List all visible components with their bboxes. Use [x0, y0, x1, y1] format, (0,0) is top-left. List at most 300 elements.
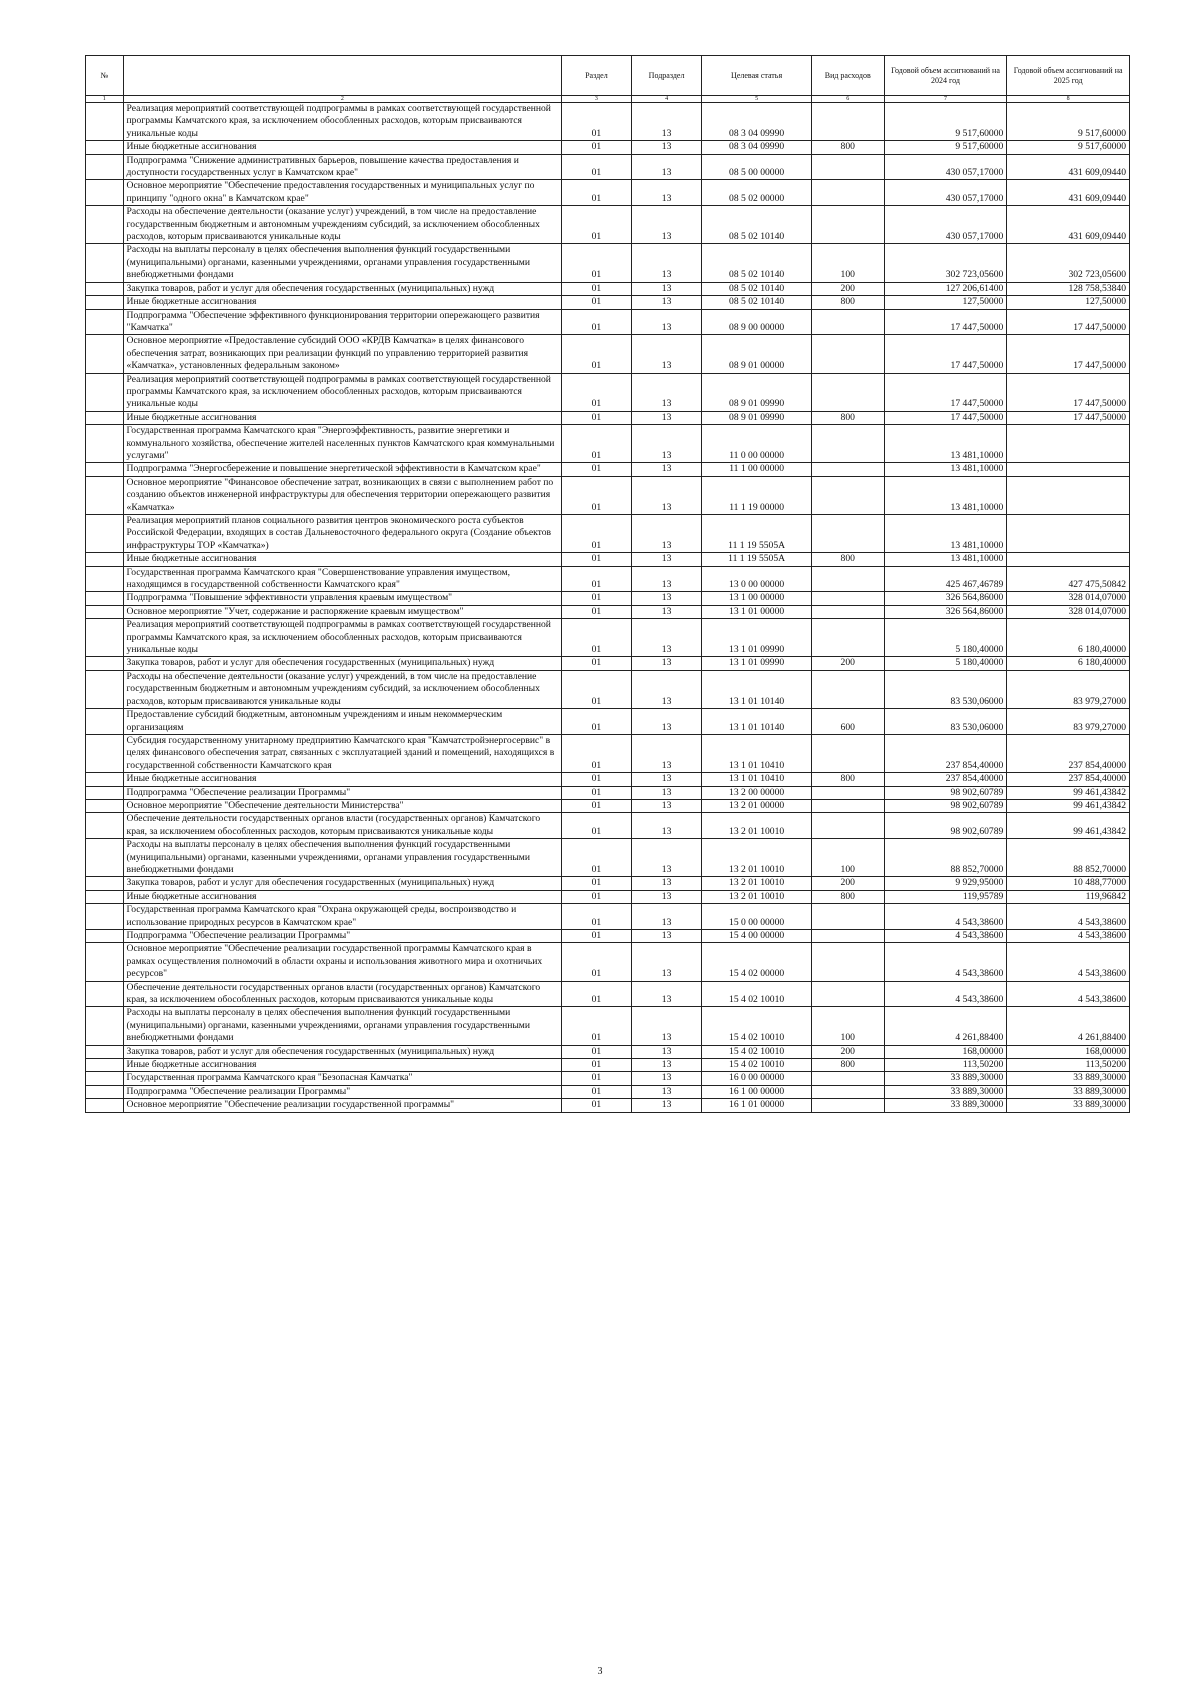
- header-vid-raskhodov: Вид расходов: [811, 56, 884, 96]
- header-number: №: [86, 56, 124, 96]
- cell-razdel: 01: [562, 425, 632, 463]
- cell-number: [86, 786, 124, 799]
- cell-tselevaya-statya: 15 4 02 10010: [702, 1059, 811, 1072]
- cell-vid-raskhodov: [811, 476, 884, 514]
- table-row: [86, 813, 1130, 839]
- cell-amount-2025: [1007, 515, 1130, 553]
- cell-amount-2025: 17 447,50000: [1007, 309, 1130, 335]
- cell-name: Основное мероприятие "Обеспечение реализации государственной программы": [123, 1099, 562, 1112]
- cell-amount-2025: 83 979,27000: [1007, 670, 1130, 708]
- cell-name: Реализация мероприятий планов социального развития центров экономического роста субъектов Российской Федерации, входящих в состав Дальневосточного федерального округа (Создание объектов инфраструктуры ТОР «Камчатка»): [123, 515, 562, 553]
- cell-amount-2025: 17 447,50000: [1007, 411, 1130, 424]
- table-row: [86, 605, 1130, 618]
- table-row: [86, 773, 1130, 786]
- cell-name: Государственная программа Камчатского края "Охрана окружающей среды, воспроизводство и использование природных ресурсов в Камчатском крае": [123, 904, 562, 930]
- cell-amount-2025: [1007, 425, 1130, 463]
- cell-amount-2024: 127,50000: [884, 296, 1007, 309]
- table-row: [86, 670, 1130, 708]
- cell-amount-2025: 4 543,38600: [1007, 981, 1130, 1007]
- cell-amount-2025: 88 852,70000: [1007, 839, 1130, 877]
- cell-tselevaya-statya: 08 5 02 10140: [702, 296, 811, 309]
- cell-vid-raskhodov: 800: [811, 773, 884, 786]
- cell-name: Иные бюджетные ассигнования: [123, 890, 562, 903]
- cell-podrazdel: 13: [631, 1099, 702, 1112]
- cell-podrazdel: 13: [631, 877, 702, 890]
- cell-name: Иные бюджетные ассигнования: [123, 773, 562, 786]
- cell-tselevaya-statya: 15 4 02 10010: [702, 1007, 811, 1045]
- cell-razdel: 01: [562, 1072, 632, 1085]
- cell-amount-2024: 326 564,86000: [884, 605, 1007, 618]
- cell-number: [86, 657, 124, 670]
- cell-tselevaya-statya: 08 3 04 09990: [702, 103, 811, 141]
- cell-vid-raskhodov: [811, 1072, 884, 1085]
- cell-podrazdel: 13: [631, 206, 702, 244]
- cell-vid-raskhodov: 200: [811, 657, 884, 670]
- table-row: [86, 553, 1130, 566]
- cell-name: Обеспечение деятельности государственных органов власти (государственных органов) Камчатского края, за исключением обособленных расходов, которым присваиваются уникальные коды: [123, 813, 562, 839]
- cell-razdel: 01: [562, 605, 632, 618]
- cell-amount-2024: 13 481,10000: [884, 476, 1007, 514]
- cell-amount-2025: 427 475,50842: [1007, 566, 1130, 592]
- cell-amount-2025: 128 758,53840: [1007, 282, 1130, 295]
- cell-tselevaya-statya: 08 9 00 00000: [702, 309, 811, 335]
- cell-tselevaya-statya: 13 1 00 00000: [702, 592, 811, 605]
- cell-razdel: 01: [562, 930, 632, 943]
- table-row: [86, 890, 1130, 903]
- cell-number: [86, 425, 124, 463]
- cell-amount-2025: [1007, 553, 1130, 566]
- cell-vid-raskhodov: [811, 734, 884, 772]
- cell-amount-2025: 6 180,40000: [1007, 657, 1130, 670]
- cell-amount-2024: 119,95789: [884, 890, 1007, 903]
- table-row: [86, 309, 1130, 335]
- cell-number: [86, 553, 124, 566]
- cell-razdel: 01: [562, 786, 632, 799]
- cell-amount-2025: 10 488,77000: [1007, 877, 1130, 890]
- table-row: [86, 799, 1130, 812]
- table-row: [86, 930, 1130, 943]
- cell-amount-2024: 33 889,30000: [884, 1072, 1007, 1085]
- cell-amount-2024: 17 447,50000: [884, 309, 1007, 335]
- cell-razdel: 01: [562, 1007, 632, 1045]
- cell-podrazdel: 13: [631, 709, 702, 735]
- cell-number: [86, 943, 124, 981]
- cell-tselevaya-statya: 13 1 01 10410: [702, 773, 811, 786]
- cell-tselevaya-statya: 08 9 01 09990: [702, 373, 811, 411]
- table-row: [86, 463, 1130, 476]
- cell-amount-2025: 127,50000: [1007, 296, 1130, 309]
- cell-razdel: 01: [562, 553, 632, 566]
- cell-podrazdel: 13: [631, 904, 702, 930]
- cell-amount-2024: 9 929,95000: [884, 877, 1007, 890]
- cell-number: [86, 619, 124, 657]
- cell-razdel: 01: [562, 141, 632, 154]
- table-row: [86, 1045, 1130, 1058]
- cell-number: [86, 799, 124, 812]
- cell-podrazdel: 13: [631, 141, 702, 154]
- table-row: [86, 943, 1130, 981]
- cell-amount-2024: 17 447,50000: [884, 411, 1007, 424]
- cell-tselevaya-statya: 13 2 00 00000: [702, 786, 811, 799]
- cell-amount-2024: 13 481,10000: [884, 463, 1007, 476]
- cell-amount-2024: 83 530,06000: [884, 709, 1007, 735]
- cell-vid-raskhodov: [811, 206, 884, 244]
- cell-amount-2024: 430 057,17000: [884, 206, 1007, 244]
- cell-amount-2024: 98 902,60789: [884, 813, 1007, 839]
- cell-number: [86, 981, 124, 1007]
- cell-tselevaya-statya: 13 1 01 10140: [702, 709, 811, 735]
- cell-vid-raskhodov: 200: [811, 282, 884, 295]
- cell-tselevaya-statya: 13 2 01 10010: [702, 839, 811, 877]
- cell-razdel: 01: [562, 373, 632, 411]
- cell-number: [86, 141, 124, 154]
- cell-razdel: 01: [562, 877, 632, 890]
- cell-podrazdel: 13: [631, 670, 702, 708]
- cell-razdel: 01: [562, 180, 632, 206]
- table-row: [86, 709, 1130, 735]
- cell-razdel: 01: [562, 335, 632, 373]
- cell-podrazdel: 13: [631, 476, 702, 514]
- cell-amount-2025: 328 014,07000: [1007, 592, 1130, 605]
- cell-number: [86, 154, 124, 180]
- cell-name: Основное мероприятие "Учет, содержание и распоряжение краевым имуществом": [123, 605, 562, 618]
- cell-tselevaya-statya: 08 5 02 00000: [702, 180, 811, 206]
- cell-number: [86, 463, 124, 476]
- table-row: [86, 981, 1130, 1007]
- cell-tselevaya-statya: 08 5 02 10140: [702, 244, 811, 282]
- cell-vid-raskhodov: 200: [811, 1045, 884, 1058]
- cell-tselevaya-statya: 11 1 19 5505А: [702, 553, 811, 566]
- cell-amount-2025: 99 461,43842: [1007, 786, 1130, 799]
- cell-vid-raskhodov: [811, 904, 884, 930]
- table-row: [86, 515, 1130, 553]
- cell-tselevaya-statya: 13 2 01 10010: [702, 813, 811, 839]
- cell-number: [86, 709, 124, 735]
- cell-podrazdel: 13: [631, 411, 702, 424]
- cell-podrazdel: 13: [631, 813, 702, 839]
- cell-vid-raskhodov: [811, 309, 884, 335]
- header-name: [123, 56, 562, 96]
- cell-vid-raskhodov: [811, 154, 884, 180]
- cell-podrazdel: 13: [631, 1085, 702, 1098]
- table-row: [86, 904, 1130, 930]
- cell-amount-2024: 430 057,17000: [884, 180, 1007, 206]
- cell-tselevaya-statya: 13 1 01 10140: [702, 670, 811, 708]
- cell-amount-2024: 98 902,60789: [884, 799, 1007, 812]
- cell-name: Подпрограмма "Снижение административных барьеров, повышение качества предоставления и доступности государственных услуг в Камчатском крае": [123, 154, 562, 180]
- table-row: [86, 425, 1130, 463]
- cell-podrazdel: 13: [631, 296, 702, 309]
- cell-vid-raskhodov: [811, 1085, 884, 1098]
- cell-razdel: 01: [562, 296, 632, 309]
- cell-amount-2025: 4 261,88400: [1007, 1007, 1130, 1045]
- cell-number: [86, 1072, 124, 1085]
- cell-name: Реализация мероприятий соответствующей подпрограммы в рамках соответствующей государственной программы Камчатского края, за исключением обособленных расходов, которым присваиваются уникальные коды: [123, 103, 562, 141]
- table-row: [86, 411, 1130, 424]
- cell-tselevaya-statya: 13 1 01 00000: [702, 605, 811, 618]
- cell-tselevaya-statya: 13 1 01 10410: [702, 734, 811, 772]
- cell-amount-2025: 17 447,50000: [1007, 335, 1130, 373]
- cell-tselevaya-statya: 13 1 01 09990: [702, 619, 811, 657]
- cell-tselevaya-statya: 13 2 01 00000: [702, 799, 811, 812]
- cell-name: Государственная программа Камчатского края "Совершенствование управления имуществом, находящимся в государственной собственности Камчатского края": [123, 566, 562, 592]
- cell-tselevaya-statya: 13 2 01 10010: [702, 890, 811, 903]
- cell-tselevaya-statya: 08 3 04 09990: [702, 141, 811, 154]
- cell-name: Основное мероприятие "Обеспечение предоставления государственных и муниципальных услуг по принципу "одного окна" в Камчатском крае": [123, 180, 562, 206]
- cell-name: Закупка товаров, работ и услуг для обеспечения государственных (муниципальных) нужд: [123, 1045, 562, 1058]
- cell-amount-2024: 33 889,30000: [884, 1099, 1007, 1112]
- cell-podrazdel: 13: [631, 1045, 702, 1058]
- cell-vid-raskhodov: [811, 930, 884, 943]
- cell-vid-raskhodov: 800: [811, 1059, 884, 1072]
- cell-vid-raskhodov: [811, 335, 884, 373]
- cell-vid-raskhodov: [811, 373, 884, 411]
- cell-amount-2025: 113,50200: [1007, 1059, 1130, 1072]
- cell-number: [86, 1059, 124, 1072]
- cell-amount-2024: 13 481,10000: [884, 553, 1007, 566]
- cell-number: [86, 180, 124, 206]
- appropriations-table: [85, 55, 1130, 1113]
- cell-razdel: 01: [562, 206, 632, 244]
- cell-razdel: 01: [562, 154, 632, 180]
- cell-number: [86, 244, 124, 282]
- cell-name: Подпрограмма "Повышение эффективности управления краевым имуществом": [123, 592, 562, 605]
- cell-podrazdel: 13: [631, 309, 702, 335]
- table-row: [86, 1072, 1130, 1085]
- cell-podrazdel: 13: [631, 373, 702, 411]
- table-row: [86, 296, 1130, 309]
- cell-tselevaya-statya: 08 9 01 09990: [702, 411, 811, 424]
- cell-amount-2024: 17 447,50000: [884, 335, 1007, 373]
- column-number: 7: [884, 96, 1007, 103]
- cell-vid-raskhodov: 100: [811, 839, 884, 877]
- table-row: [86, 206, 1130, 244]
- cell-podrazdel: 13: [631, 103, 702, 141]
- cell-vid-raskhodov: [811, 813, 884, 839]
- cell-razdel: 01: [562, 734, 632, 772]
- cell-name: Реализация мероприятий соответствующей подпрограммы в рамках соответствующей государственной программы Камчатского края, за исключением обособленных расходов, которым присваиваются уникальные коды: [123, 373, 562, 411]
- table-row: [86, 877, 1130, 890]
- cell-amount-2025: 33 889,30000: [1007, 1085, 1130, 1098]
- table-row: [86, 244, 1130, 282]
- cell-vid-raskhodov: 800: [811, 553, 884, 566]
- cell-podrazdel: 13: [631, 154, 702, 180]
- cell-amount-2025: 17 447,50000: [1007, 373, 1130, 411]
- cell-podrazdel: 13: [631, 335, 702, 373]
- table-row: [86, 734, 1130, 772]
- table-row: [86, 180, 1130, 206]
- cell-podrazdel: 13: [631, 943, 702, 981]
- cell-podrazdel: 13: [631, 1007, 702, 1045]
- cell-amount-2024: 168,00000: [884, 1045, 1007, 1058]
- table-row: [86, 141, 1130, 154]
- cell-tselevaya-statya: 15 0 00 00000: [702, 904, 811, 930]
- table-row: [86, 1007, 1130, 1045]
- cell-razdel: 01: [562, 244, 632, 282]
- cell-amount-2024: 5 180,40000: [884, 657, 1007, 670]
- cell-tselevaya-statya: 08 5 02 10140: [702, 206, 811, 244]
- cell-tselevaya-statya: 11 1 00 00000: [702, 463, 811, 476]
- header-amount-2025: Годовой объем ассигнований на 2025 год: [1007, 56, 1130, 96]
- cell-number: [86, 411, 124, 424]
- cell-razdel: 01: [562, 943, 632, 981]
- cell-number: [86, 1007, 124, 1045]
- cell-razdel: 01: [562, 657, 632, 670]
- cell-podrazdel: 13: [631, 553, 702, 566]
- cell-amount-2024: 98 902,60789: [884, 786, 1007, 799]
- cell-amount-2024: 4 543,38600: [884, 904, 1007, 930]
- cell-amount-2024: 302 723,05600: [884, 244, 1007, 282]
- cell-amount-2025: 99 461,43842: [1007, 799, 1130, 812]
- column-number: 8: [1007, 96, 1130, 103]
- header-podrazdel: Подраздел: [631, 56, 702, 96]
- cell-amount-2025: 431 609,09440: [1007, 206, 1130, 244]
- cell-amount-2024: 4 543,38600: [884, 981, 1007, 1007]
- header-row: [86, 56, 1130, 96]
- cell-tselevaya-statya: 08 5 02 10140: [702, 282, 811, 295]
- column-number: 6: [811, 96, 884, 103]
- cell-name: Государственная программа Камчатского края "Энергоэффективность, развитие энергетики и коммунального хозяйства, обеспечение жителей населенных пунктов Камчатского края коммунальными услугами": [123, 425, 562, 463]
- table-row: [86, 154, 1130, 180]
- cell-razdel: 01: [562, 411, 632, 424]
- table-row: [86, 566, 1130, 592]
- cell-razdel: 01: [562, 1099, 632, 1112]
- cell-amount-2024: 237 854,40000: [884, 773, 1007, 786]
- cell-amount-2024: 13 481,10000: [884, 425, 1007, 463]
- cell-name: Иные бюджетные ассигнования: [123, 296, 562, 309]
- cell-number: [86, 839, 124, 877]
- table-row: [86, 282, 1130, 295]
- cell-tselevaya-statya: 13 2 01 10010: [702, 877, 811, 890]
- cell-podrazdel: 13: [631, 592, 702, 605]
- cell-amount-2025: 431 609,09440: [1007, 154, 1130, 180]
- cell-razdel: 01: [562, 904, 632, 930]
- cell-amount-2025: 302 723,05600: [1007, 244, 1130, 282]
- table-row: [86, 335, 1130, 373]
- column-number: 2: [123, 96, 562, 103]
- cell-amount-2024: 127 206,61400: [884, 282, 1007, 295]
- cell-vid-raskhodov: [811, 619, 884, 657]
- cell-podrazdel: 13: [631, 786, 702, 799]
- cell-amount-2024: 4 261,88400: [884, 1007, 1007, 1045]
- cell-name: Расходы на выплаты персоналу в целях обеспечения выполнения функций государственными (муниципальными) органами, казенными учреждениями, органами управления государственными внебюджетными фондами: [123, 244, 562, 282]
- cell-name: Расходы на выплаты персоналу в целях обеспечения выполнения функций государственными (муниципальными) органами, казенными учреждениями, органами управления государственными внебюджетными фондами: [123, 839, 562, 877]
- cell-name: Расходы на обеспечение деятельности (оказание услуг) учреждений, в том числе на предоставление государственным бюджетным и автономным учреждениям субсидий, за исключением обособленных расходов, которым присваиваются уникальные коды: [123, 206, 562, 244]
- cell-name: Предоставление субсидий бюджетным, автономным учреждениям и иным некоммерческим организациям: [123, 709, 562, 735]
- cell-amount-2024: 237 854,40000: [884, 734, 1007, 772]
- cell-razdel: 01: [562, 1045, 632, 1058]
- cell-podrazdel: 13: [631, 930, 702, 943]
- header-tselevaya-statya: Целевая статья: [702, 56, 811, 96]
- cell-name: Расходы на выплаты персоналу в целях обеспечения выполнения функций государственными (муниципальными) органами, казенными учреждениями, органами управления государственными внебюджетными фондами: [123, 1007, 562, 1045]
- cell-razdel: 01: [562, 309, 632, 335]
- cell-name: Обеспечение деятельности государственных органов власти (государственных органов) Камчатского края, за исключением обособленных расходов, которым присваиваются уникальные коды: [123, 981, 562, 1007]
- cell-name: Субсидия государственному унитарному предприятию Камчатского края "Камчатстройэнергосервис" в целях финансового обеспечения затрат, связанных с эксплуатацией зданий и помещений, находящихся в государственной собственности Камчатского края: [123, 734, 562, 772]
- cell-amount-2025: 99 461,43842: [1007, 813, 1130, 839]
- cell-podrazdel: 13: [631, 463, 702, 476]
- table-row: [86, 1059, 1130, 1072]
- cell-name: Закупка товаров, работ и услуг для обеспечения государственных (муниципальных) нужд: [123, 877, 562, 890]
- cell-podrazdel: 13: [631, 566, 702, 592]
- cell-podrazdel: 13: [631, 890, 702, 903]
- cell-number: [86, 103, 124, 141]
- cell-vid-raskhodov: 800: [811, 890, 884, 903]
- cell-podrazdel: 13: [631, 839, 702, 877]
- cell-vid-raskhodov: [811, 515, 884, 553]
- cell-number: [86, 296, 124, 309]
- cell-razdel: 01: [562, 103, 632, 141]
- cell-number: [86, 309, 124, 335]
- table-row: [86, 657, 1130, 670]
- cell-tselevaya-statya: 15 4 00 00000: [702, 930, 811, 943]
- cell-vid-raskhodov: 800: [811, 411, 884, 424]
- cell-number: [86, 335, 124, 373]
- cell-vid-raskhodov: [811, 670, 884, 708]
- cell-number: [86, 813, 124, 839]
- cell-amount-2024: 9 517,60000: [884, 141, 1007, 154]
- cell-razdel: 01: [562, 1085, 632, 1098]
- cell-tselevaya-statya: 15 4 02 10010: [702, 1045, 811, 1058]
- cell-razdel: 01: [562, 981, 632, 1007]
- cell-tselevaya-statya: 11 1 19 5505А: [702, 515, 811, 553]
- cell-amount-2024: 33 889,30000: [884, 1085, 1007, 1098]
- cell-podrazdel: 13: [631, 657, 702, 670]
- cell-amount-2025: 4 543,38600: [1007, 943, 1130, 981]
- cell-amount-2024: 88 852,70000: [884, 839, 1007, 877]
- cell-razdel: 01: [562, 670, 632, 708]
- cell-podrazdel: 13: [631, 734, 702, 772]
- cell-name: Основное мероприятие "Обеспечение деятельности Министерства": [123, 799, 562, 812]
- header-razdel: Раздел: [562, 56, 632, 96]
- cell-name: Иные бюджетные ассигнования: [123, 141, 562, 154]
- column-number: 3: [562, 96, 632, 103]
- cell-podrazdel: 13: [631, 244, 702, 282]
- cell-podrazdel: 13: [631, 180, 702, 206]
- cell-amount-2025: 9 517,60000: [1007, 103, 1130, 141]
- cell-name: Государственная программа Камчатского края "Безопасная Камчатка": [123, 1072, 562, 1085]
- cell-vid-raskhodov: [811, 592, 884, 605]
- cell-number: [86, 773, 124, 786]
- cell-amount-2025: 83 979,27000: [1007, 709, 1130, 735]
- cell-podrazdel: 13: [631, 515, 702, 553]
- cell-podrazdel: 13: [631, 773, 702, 786]
- table-row: [86, 103, 1130, 141]
- cell-vid-raskhodov: [811, 1099, 884, 1112]
- cell-razdel: 01: [562, 463, 632, 476]
- cell-amount-2024: 425 467,46789: [884, 566, 1007, 592]
- cell-amount-2025: 328 014,07000: [1007, 605, 1130, 618]
- cell-amount-2025: 119,96842: [1007, 890, 1130, 903]
- cell-tselevaya-statya: 13 0 00 00000: [702, 566, 811, 592]
- cell-razdel: 01: [562, 566, 632, 592]
- cell-vid-raskhodov: [811, 103, 884, 141]
- table-row: [86, 592, 1130, 605]
- cell-razdel: 01: [562, 773, 632, 786]
- cell-vid-raskhodov: [811, 786, 884, 799]
- cell-name: Подпрограмма "Обеспечение реализации Программы": [123, 1085, 562, 1098]
- cell-vid-raskhodov: 100: [811, 1007, 884, 1045]
- cell-name: Подпрограмма "Энергосбережение и повышение энергетической эффективности в Камчатском крае": [123, 463, 562, 476]
- table-row: [86, 1099, 1130, 1112]
- cell-vid-raskhodov: 800: [811, 296, 884, 309]
- cell-vid-raskhodov: [811, 566, 884, 592]
- cell-tselevaya-statya: 08 9 01 00000: [702, 335, 811, 373]
- cell-razdel: 01: [562, 619, 632, 657]
- cell-tselevaya-statya: 16 1 00 00000: [702, 1085, 811, 1098]
- cell-name: Основное мероприятие "Финансовое обеспечение затрат, возникающих в связи с выполнением работ по созданию объектов инженерной инфраструктуры для обеспечения территории опережающего развития «Камчатка»: [123, 476, 562, 514]
- cell-number: [86, 930, 124, 943]
- cell-number: [86, 1099, 124, 1112]
